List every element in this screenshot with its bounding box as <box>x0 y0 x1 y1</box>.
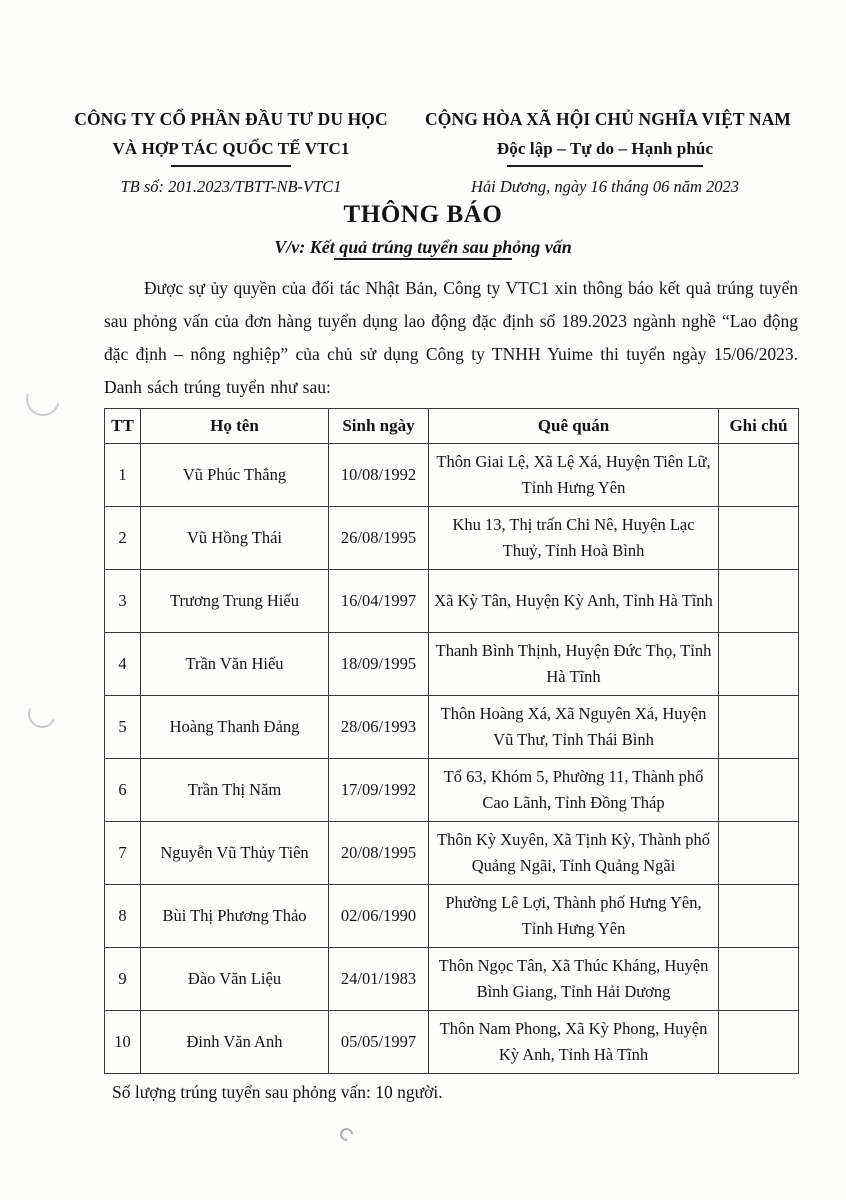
cell-tt: 5 <box>105 696 141 759</box>
document-number: TB số: 201.2023/TBTT-NB-VTC1 <box>120 177 342 196</box>
national-motto-underline <box>507 165 703 167</box>
cell-tt: 8 <box>105 885 141 948</box>
table-row <box>105 759 799 822</box>
table-row <box>105 444 799 507</box>
page-title: THÔNG BÁO <box>343 201 503 228</box>
table-row <box>105 507 799 570</box>
cell-name: Trần Thị Năm <box>141 759 329 822</box>
cell-note <box>719 948 799 1011</box>
cell-tt: 2 <box>105 507 141 570</box>
table-row <box>105 885 799 948</box>
table-row <box>105 696 799 759</box>
table-header-row <box>105 409 799 444</box>
table-row <box>105 948 799 1011</box>
cell-hometown: Xã Kỳ Tân, Huyện Kỳ Anh, Tỉnh Hà Tĩnh <box>429 570 719 633</box>
national-title-line1: CỘNG HÒA XÃ HỘI CHỦ NGHĨA VIỆT NAM <box>425 109 791 129</box>
table-row <box>105 822 799 885</box>
cell-dob: 18/09/1995 <box>329 633 429 696</box>
organization-name-line1: CÔNG TY CỔ PHẦN ĐẦU TƯ DU HỌC <box>74 109 388 129</box>
national-heading-block <box>425 104 791 201</box>
cell-name: Vũ Phúc Thắng <box>141 444 329 507</box>
scan-artifact-icon <box>20 376 66 422</box>
cell-tt: 10 <box>105 1011 141 1074</box>
cell-dob: 17/09/1992 <box>329 759 429 822</box>
cell-dob: 02/06/1990 <box>329 885 429 948</box>
cell-dob: 20/08/1995 <box>329 822 429 885</box>
cell-note <box>719 759 799 822</box>
body-paragraph: Được sự ủy quyền của đối tác Nhật Bản, Công ty VTC1 xin thông báo kết quả trúng tuyển sau phỏng vấn của đơn hàng tuyển dụng lao động đặc định số 189.2023 ngành nghề “Lao động đặc định – nông nghiệp” của chủ sử dụng Công ty TNHH Yuime thi tuyển ngày 15/06/2023. Danh sách trúng tuyển như sau: <box>104 278 798 397</box>
subject-underline <box>334 258 512 260</box>
cell-note <box>719 507 799 570</box>
cell-name: Trương Trung Hiếu <box>141 570 329 633</box>
cell-name: Trần Văn Hiếu <box>141 633 329 696</box>
place-and-date: Hải Dương, ngày 16 tháng 06 năm 2023 <box>470 177 740 196</box>
organization-name-line2: VÀ HỢP TÁC QUỐC TẾ VTC1 <box>112 139 350 158</box>
cell-dob: 24/01/1983 <box>329 948 429 1011</box>
cell-name: Đào Văn Liệu <box>141 948 329 1011</box>
cell-note <box>719 696 799 759</box>
cell-hometown: Khu 13, Thị trấn Chi Nê, Huyện Lạc Thuỷ, Tỉnh Hoà Bình <box>429 507 719 570</box>
cell-tt: 4 <box>105 633 141 696</box>
cell-note <box>719 885 799 948</box>
cell-hometown: Thôn Ngọc Tân, Xã Thúc Kháng, Huyện Bình Giang, Tỉnh Hải Dương <box>429 948 719 1011</box>
cell-dob: 28/06/1993 <box>329 696 429 759</box>
cell-note <box>719 570 799 633</box>
cell-tt: 9 <box>105 948 141 1011</box>
column-header-dob: Sinh ngày <box>329 409 429 444</box>
column-header-name: Họ tên <box>141 409 329 444</box>
cell-note <box>719 1011 799 1074</box>
column-header-hometown: Quê quán <box>429 409 719 444</box>
cell-dob: 05/05/1997 <box>329 1011 429 1074</box>
cell-note <box>719 633 799 696</box>
cell-name: Vũ Hồng Thái <box>141 507 329 570</box>
cell-tt: 1 <box>105 444 141 507</box>
document-header <box>0 104 846 201</box>
organization-underline <box>171 165 291 167</box>
cell-hometown: Thanh Bình Thịnh, Huyện Đức Thọ, Tỉnh Hà Tĩnh <box>429 633 719 696</box>
scan-artifact-icon <box>24 696 60 732</box>
cell-note <box>719 444 799 507</box>
cell-hometown: Thôn Kỳ Xuyên, Xã Tịnh Kỳ, Thành phố Quảng Ngãi, Tỉnh Quảng Ngãi <box>429 822 719 885</box>
results-table <box>104 408 799 1074</box>
table-row <box>105 570 799 633</box>
cell-hometown: Thôn Nam Phong, Xã Kỳ Phong, Huyện Kỳ Anh, Tỉnh Hà Tĩnh <box>429 1011 719 1074</box>
cell-note <box>719 822 799 885</box>
summary-line: Số lượng trúng tuyển sau phỏng vấn: 10 người. <box>112 1082 443 1102</box>
cell-hometown: Phường Lê Lợi, Thành phố Hưng Yên, Tỉnh Hưng Yên <box>429 885 719 948</box>
cell-dob: 16/04/1997 <box>329 570 429 633</box>
table-row <box>105 633 799 696</box>
cell-dob: 26/08/1995 <box>329 507 429 570</box>
issuing-organization-block <box>61 104 401 201</box>
scan-artifact-icon <box>337 1125 355 1143</box>
column-header-note: Ghi chú <box>719 409 799 444</box>
column-header-tt: TT <box>105 409 141 444</box>
national-motto: Độc lập – Tự do – Hạnh phúc <box>496 139 714 158</box>
cell-name: Đinh Văn Anh <box>141 1011 329 1074</box>
document-subject: V/v: Kết quả trúng tuyển sau phỏng vấn <box>274 237 572 257</box>
title-block <box>0 199 846 263</box>
cell-dob: 10/08/1992 <box>329 444 429 507</box>
cell-name: Nguyễn Vũ Thủy Tiên <box>141 822 329 885</box>
cell-tt: 6 <box>105 759 141 822</box>
cell-name: Bùi Thị Phương Thảo <box>141 885 329 948</box>
cell-hometown: Thôn Giai Lệ, Xã Lệ Xá, Huyện Tiên Lữ, Tỉnh Hưng Yên <box>429 444 719 507</box>
cell-tt: 3 <box>105 570 141 633</box>
results-table-container <box>104 408 798 1074</box>
cell-tt: 7 <box>105 822 141 885</box>
table-row <box>105 1011 799 1074</box>
cell-name: Hoàng Thanh Đảng <box>141 696 329 759</box>
cell-hometown: Tổ 63, Khóm 5, Phường 11, Thành phố Cao Lãnh, Tỉnh Đồng Tháp <box>429 759 719 822</box>
cell-hometown: Thôn Hoàng Xá, Xã Nguyên Xá, Huyện Vũ Thư, Tỉnh Thái Bình <box>429 696 719 759</box>
